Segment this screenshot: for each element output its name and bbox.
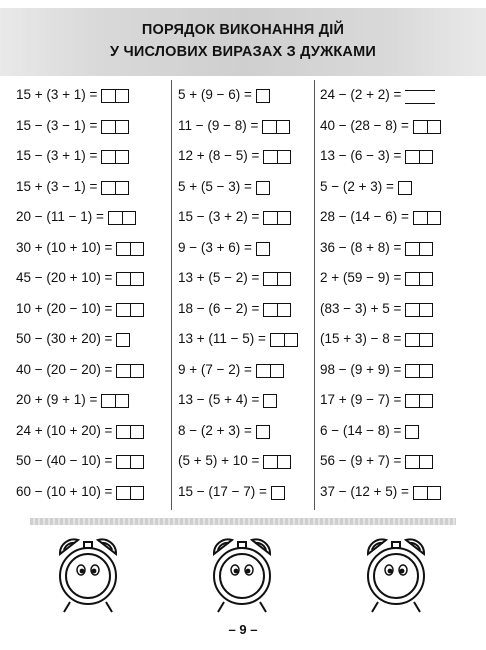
exercise-expression: 37 − (12 + 5) = xyxy=(320,483,409,499)
exercise-row xyxy=(178,172,328,202)
exercise-expression: (5 + 5) + 10 = xyxy=(178,453,260,468)
exercise-row xyxy=(16,263,166,293)
page-title-line2: У ЧИСЛОВИХ ВИРАЗАХ З ДУЖКАМИ xyxy=(110,44,376,60)
exercise-row xyxy=(320,111,470,141)
exercise-row xyxy=(320,294,470,324)
answer-box-double[interactable] xyxy=(405,150,433,164)
exercise-expression: 5 + (9 − 6) = xyxy=(178,87,252,102)
exercise-row xyxy=(178,355,328,385)
exercise-expression: 13 − (6 − 3) = xyxy=(320,148,402,163)
answer-box-double[interactable] xyxy=(263,303,291,317)
exercise-expression: 50 − (30 + 20) = xyxy=(16,331,113,346)
exercise-expression: 9 + (7 − 2) = xyxy=(178,361,252,377)
exercise-expression: 11 − (9 − 8) = xyxy=(178,117,259,133)
exercise-expression: (83 − 3) + 5 = xyxy=(320,300,402,316)
exercise-row xyxy=(16,416,166,446)
answer-box-double[interactable] xyxy=(263,455,291,469)
exercise-row xyxy=(178,111,328,141)
answer-box-double[interactable] xyxy=(116,486,144,500)
answer-box-double[interactable] xyxy=(101,181,129,195)
alarm-clock-icon xyxy=(48,532,128,614)
answer-box-double[interactable] xyxy=(101,150,129,164)
exercise-row xyxy=(178,477,328,507)
exercise-expression: 24 + (10 + 20) = xyxy=(16,422,113,438)
answer-box-single[interactable] xyxy=(271,486,285,500)
exercise-row xyxy=(16,446,166,476)
answer-box-double[interactable] xyxy=(413,211,441,225)
answer-blank[interactable] xyxy=(405,90,435,104)
exercise-expression: 5 − (2 + 3) = xyxy=(320,178,394,194)
column-divider xyxy=(171,80,172,510)
exercise-expression: 60 − (10 + 10) = xyxy=(16,483,113,499)
exercise-expression: 40 − (28 − 8) = xyxy=(320,117,409,133)
answer-box-double[interactable] xyxy=(116,242,144,256)
exercise-row xyxy=(320,416,470,446)
exercise-row xyxy=(320,233,470,263)
page-title-line1: ПОРЯДОК ВИКОНАННЯ ДІЙ xyxy=(141,22,345,38)
exercise-row xyxy=(16,80,166,110)
exercise-row xyxy=(16,233,166,263)
exercise-expression: 8 − (2 + 3) = xyxy=(178,422,252,438)
exercise-expression: 15 + (3 + 1) = xyxy=(16,87,98,102)
exercise-expression: 45 − (20 + 10) = xyxy=(16,270,113,285)
exercise-expression: 28 − (14 − 6) = xyxy=(320,209,409,224)
exercise-row xyxy=(16,141,166,171)
exercise-expression: 2 + (59 − 9) = xyxy=(320,270,402,285)
answer-box-double[interactable] xyxy=(405,303,433,317)
answer-box-double[interactable] xyxy=(108,211,136,225)
answer-box-double[interactable] xyxy=(270,333,298,347)
exercise-row xyxy=(178,324,328,354)
exercise-row xyxy=(16,355,166,385)
answer-box-double[interactable] xyxy=(405,455,433,469)
exercise-expression: (15 + 3) − 8 = xyxy=(320,331,402,346)
exercise-row xyxy=(178,385,328,415)
exercise-row xyxy=(178,446,328,476)
exercise-row xyxy=(16,324,166,354)
answer-box-double[interactable] xyxy=(413,486,441,500)
exercise-expression: 36 − (8 + 8) = xyxy=(320,239,402,255)
answer-box-double[interactable] xyxy=(116,455,144,469)
exercise-row xyxy=(16,202,166,232)
exercise-expression: 18 − (6 − 2) = xyxy=(178,300,260,316)
answer-box-double[interactable] xyxy=(256,364,284,378)
answer-box-double[interactable] xyxy=(405,364,433,378)
answer-box-double[interactable] xyxy=(263,211,291,225)
exercise-row xyxy=(16,477,166,507)
header-banner xyxy=(0,8,486,76)
exercise-expression: 20 − (11 − 1) = xyxy=(16,209,104,224)
exercise-expression: 17 + (9 − 7) = xyxy=(320,392,402,407)
answer-box-single[interactable] xyxy=(256,181,270,195)
exercise-expression: 9 − (3 + 6) = xyxy=(178,239,252,255)
exercise-expression: 15 − (17 − 7) = xyxy=(178,483,267,499)
exercise-row xyxy=(320,477,470,507)
answer-box-double[interactable] xyxy=(262,120,290,134)
exercise-expression: 5 + (5 − 3) = xyxy=(178,178,252,194)
exercise-expression: 50 − (40 − 10) = xyxy=(16,453,113,468)
answer-box-double[interactable] xyxy=(101,120,129,134)
answer-box-double[interactable] xyxy=(101,394,129,408)
answer-box-double[interactable] xyxy=(413,120,441,134)
exercise-row xyxy=(320,202,470,232)
exercise-expression: 24 − (2 + 2) = xyxy=(320,87,402,102)
exercise-row xyxy=(320,80,470,110)
exercise-row xyxy=(320,172,470,202)
exercise-row xyxy=(178,263,328,293)
exercise-expression: 15 − (3 − 1) = xyxy=(16,117,98,133)
answer-box-single[interactable] xyxy=(263,394,277,408)
exercise-expression: 15 + (3 − 1) = xyxy=(16,178,98,194)
exercise-expression: 40 − (20 − 20) = xyxy=(16,361,113,377)
exercise-expression: 6 − (14 − 8) = xyxy=(320,422,402,438)
answer-box-double[interactable] xyxy=(116,425,144,439)
exercise-expression: 15 − (3 + 1) = xyxy=(16,148,98,163)
answer-box-double[interactable] xyxy=(405,394,433,408)
exercise-row xyxy=(16,172,166,202)
answer-box-single[interactable] xyxy=(398,181,412,195)
exercise-row xyxy=(16,294,166,324)
dotted-divider xyxy=(30,518,456,525)
exercise-expression: 15 − (3 + 2) = xyxy=(178,209,260,224)
answer-box-single[interactable] xyxy=(116,333,130,347)
exercise-expression: 20 + (9 + 1) = xyxy=(16,392,98,407)
alarm-clock-icon xyxy=(356,532,436,614)
exercise-row xyxy=(178,416,328,446)
exercise-row xyxy=(178,233,328,263)
exercise-expression: 98 − (9 + 9) = xyxy=(320,361,402,377)
page-number: – 9 – xyxy=(228,622,258,637)
answer-box-double[interactable] xyxy=(405,242,433,256)
exercise-expression: 56 − (9 + 7) = xyxy=(320,453,402,468)
exercise-row xyxy=(320,324,470,354)
exercise-row xyxy=(320,446,470,476)
exercise-row xyxy=(320,385,470,415)
exercise-row xyxy=(178,80,328,110)
answer-box-double[interactable] xyxy=(405,272,433,286)
exercise-row xyxy=(320,141,470,171)
exercise-row xyxy=(178,294,328,324)
answer-box-double[interactable] xyxy=(116,303,144,317)
exercise-expression: 10 + (20 − 10) = xyxy=(16,300,113,316)
exercise-row xyxy=(320,263,470,293)
answer-box-single[interactable] xyxy=(256,425,270,439)
answer-box-single[interactable] xyxy=(405,425,419,439)
exercise-expression: 13 + (11 − 5) = xyxy=(178,331,266,346)
answer-box-double[interactable] xyxy=(263,150,291,164)
answer-box-single[interactable] xyxy=(256,242,270,256)
answer-box-double[interactable] xyxy=(116,272,144,286)
exercise-expression: 30 + (10 + 10) = xyxy=(16,239,113,255)
exercise-row xyxy=(16,111,166,141)
exercise-expression: 12 + (8 − 5) = xyxy=(178,148,260,163)
exercise-row xyxy=(320,355,470,385)
answer-box-double[interactable] xyxy=(263,272,291,286)
exercise-expression: 13 + (5 − 2) = xyxy=(178,270,260,285)
exercise-row xyxy=(178,141,328,171)
exercise-expression: 13 − (5 + 4) = xyxy=(178,392,260,407)
exercise-row xyxy=(178,202,328,232)
alarm-clock-icon xyxy=(202,532,282,614)
answer-box-double[interactable] xyxy=(405,333,433,347)
answer-box-single[interactable] xyxy=(256,89,270,103)
answer-box-double[interactable] xyxy=(116,364,144,378)
exercise-grid xyxy=(16,80,470,510)
exercise-row xyxy=(16,385,166,415)
answer-box-double[interactable] xyxy=(101,89,129,103)
